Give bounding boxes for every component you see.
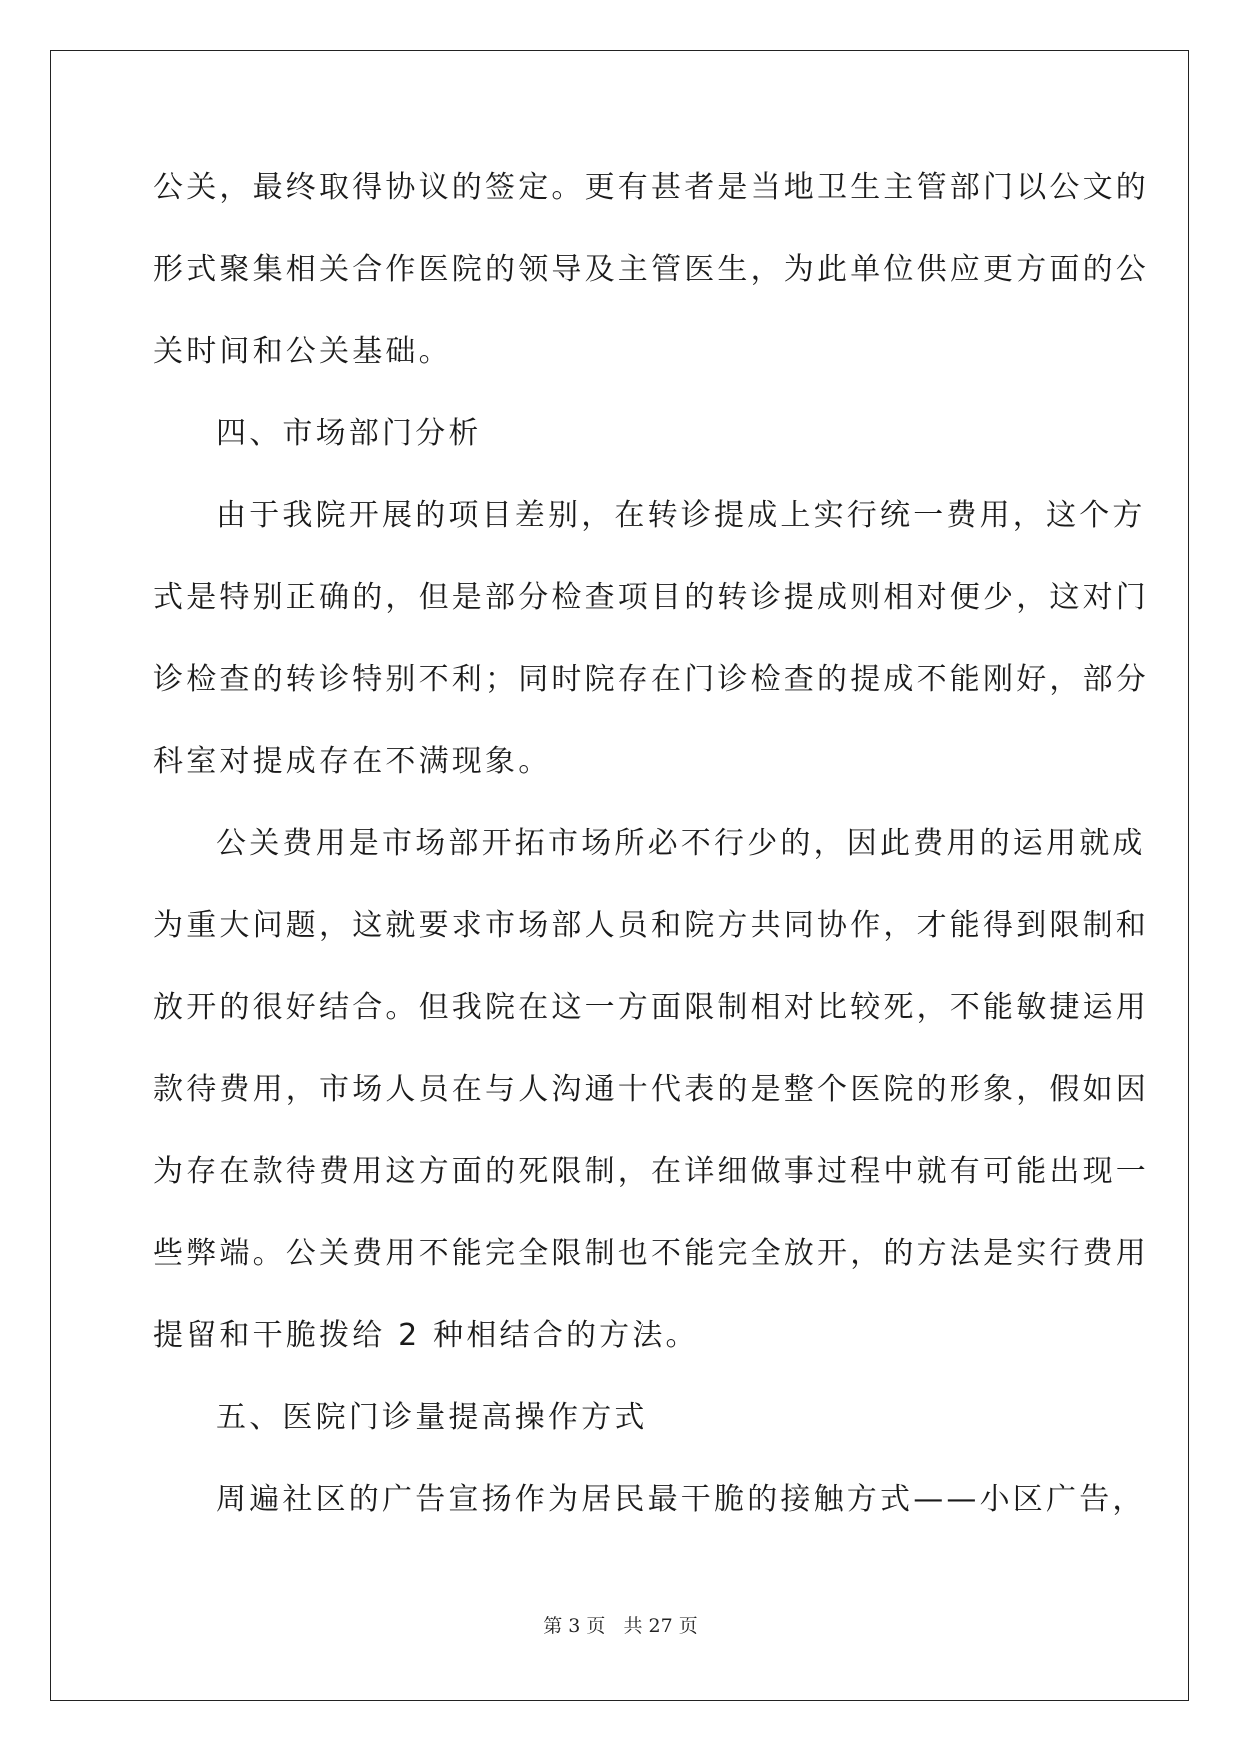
- text-line: 关时间和公关基础。: [153, 334, 452, 369]
- text-line: 式是特别正确的，但是部分检查项目的转诊提成则相对便少，这对门: [153, 580, 1149, 615]
- text-line: 周遍社区的广告宣扬作为居民最干脆的接触方式——小区广告，: [216, 1482, 1146, 1517]
- text-line: 款待费用，市场人员在与人沟通十代表的是整个医院的形象，假如因: [153, 1072, 1149, 1107]
- text-line: 由于我院开展的项目差别，在转诊提成上实行统一费用，这个方: [216, 498, 1146, 533]
- text-line: 为重大问题，这就要求市场部人员和院方共同协作，才能得到限制和: [153, 908, 1149, 943]
- section-heading: 四、市场部门分析: [216, 416, 482, 451]
- page-number: 第 3 页: [543, 1615, 606, 1637]
- section-heading: 五、医院门诊量提高操作方式: [216, 1400, 648, 1435]
- text-line: 为存在款待费用这方面的死限制，在详细做事过程中就有可能出现一: [153, 1154, 1149, 1189]
- text-line: 公关，最终取得协议的签定。更有甚者是当地卫生主管部门以公文的: [153, 170, 1149, 205]
- text-line: 放开的很好结合。但我院在这一方面限制相对比较死，不能敏捷运用: [153, 990, 1149, 1025]
- page-total: 共 27 页: [623, 1615, 698, 1637]
- text-line: 提留和干脆拨给 2 种相结合的方法。: [153, 1318, 699, 1353]
- page-footer: [0, 1611, 1241, 1638]
- text-line: 些弊端。公关费用不能完全限制也不能完全放开，的方法是实行费用: [153, 1236, 1149, 1271]
- text-line: 科室对提成存在不满现象。: [153, 744, 552, 779]
- document-body: [153, 160, 1149, 1554]
- text-line: 形式聚集相关合作医院的领导及主管医生，为此单位供应更方面的公: [153, 252, 1149, 287]
- text-line: 公关费用是市场部开拓市场所必不行少的，因此费用的运用就成: [216, 826, 1146, 861]
- text-line: 诊检查的转诊特别不利；同时院存在门诊检查的提成不能刚好，部分: [153, 662, 1149, 697]
